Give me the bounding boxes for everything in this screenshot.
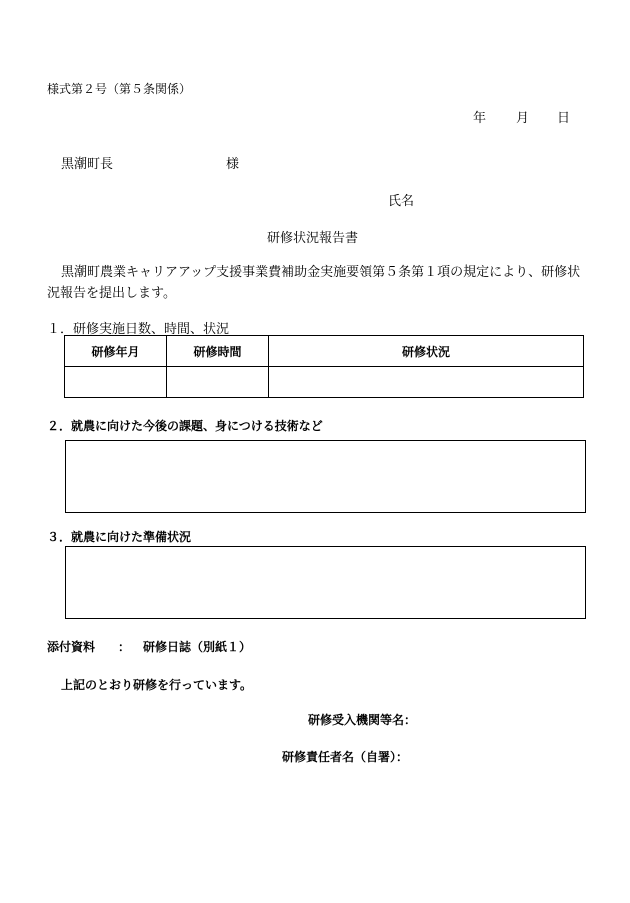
date-year-label: 年 (473, 111, 487, 126)
document-title: 研修状況報告書 (267, 231, 359, 246)
section1-heading: １．研修実施日数、時間、状況 (47, 322, 230, 337)
addressee-honorific: 様 (226, 157, 240, 172)
table-row (65, 367, 584, 398)
applicant-name-label: 氏名 (388, 194, 415, 209)
statement-text: 上記のとおり研修を行っています。 (61, 678, 253, 692)
attachment-label: 添付資料 (47, 640, 96, 654)
date-day-label: 日 (557, 111, 571, 126)
future-challenges-box[interactable] (65, 440, 586, 513)
addressee-name: 黒潮町長 (61, 157, 114, 172)
date-month-label: 月 (516, 111, 530, 126)
attachment-separator: ： (118, 640, 131, 654)
section3-heading: ３．就農に向けた準備状況 (47, 530, 192, 544)
column-header-training-hours: 研修時間 (167, 336, 269, 367)
institution-name-label: 研修受入機関等名： (308, 713, 417, 727)
training-hours-cell[interactable] (167, 367, 269, 398)
intro-paragraph: 黒潮町農業キャリアアップ支援事業費補助金実施要領第５条第１項の規定により、研修状況報告を提出します。 (47, 265, 581, 301)
training-status-cell[interactable] (269, 367, 584, 398)
section2-heading: ２．就農に向けた今後の課題、身につける技術など (47, 419, 323, 433)
supervisor-name-label: 研修責任者名（自署）： (282, 750, 409, 764)
attachment-value: 研修日誌（別紙１） (143, 640, 252, 654)
training-month-cell[interactable] (65, 367, 167, 398)
preparation-status-box[interactable] (65, 546, 586, 619)
table-header-row (65, 336, 584, 367)
training-status-table (64, 335, 584, 398)
column-header-training-month: 研修年月 (65, 336, 167, 367)
form-number: 様式第２号（第５条関係） (47, 82, 192, 96)
column-header-training-status: 研修状況 (269, 336, 584, 367)
